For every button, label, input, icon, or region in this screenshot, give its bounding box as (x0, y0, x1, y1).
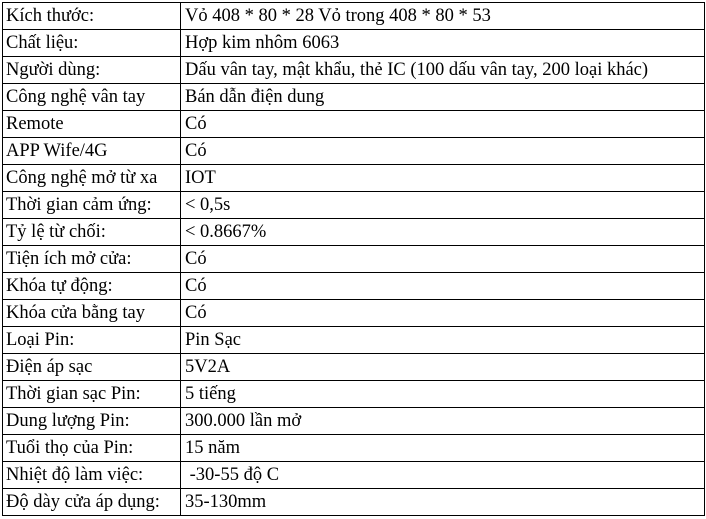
spec-label: Tuổi thọ của Pin: (3, 435, 181, 462)
table-row (3, 408, 705, 435)
table-row (3, 381, 705, 408)
spec-label: Công nghệ vân tay (3, 84, 181, 111)
spec-value: 5 tiếng (181, 381, 705, 408)
spec-value: -30-55 độ C (181, 462, 705, 489)
table-row (3, 165, 705, 192)
spec-label: Thời gian sạc Pin: (3, 381, 181, 408)
table-row (3, 111, 705, 138)
table-row (3, 57, 705, 84)
spec-label: Người dùng: (3, 57, 181, 84)
table-row (3, 435, 705, 462)
spec-label: Kích thước: (3, 3, 181, 30)
specifications-table-body (3, 3, 705, 516)
table-row (3, 30, 705, 57)
spec-label: Độ dày cửa áp dụng: (3, 489, 181, 516)
spec-label: Khóa tự động: (3, 273, 181, 300)
spec-label: Nhiệt độ làm việc: (3, 462, 181, 489)
spec-value: Dấu vân tay, mật khẩu, thẻ IC (100 dấu vân tay, 200 loại khác) (181, 57, 705, 84)
spec-value: Vỏ 408 * 80 * 28 Vỏ trong 408 * 80 * 53 (181, 3, 705, 30)
spec-value: 300.000 lần mở (181, 408, 705, 435)
table-row (3, 327, 705, 354)
table-row (3, 138, 705, 165)
spec-label: APP Wife/4G (3, 138, 181, 165)
spec-label: Dung lượng Pin: (3, 408, 181, 435)
table-row (3, 3, 705, 30)
spec-value: 15 năm (181, 435, 705, 462)
spec-label: Công nghệ mở từ xa (3, 165, 181, 192)
specifications-table (2, 2, 705, 516)
spec-value: Có (181, 273, 705, 300)
spec-value: Có (181, 246, 705, 273)
spec-label: Thời gian cảm ứng: (3, 192, 181, 219)
spec-label: Loại Pin: (3, 327, 181, 354)
table-row (3, 300, 705, 327)
table-row (3, 489, 705, 516)
spec-label: Tỷ lệ từ chối: (3, 219, 181, 246)
spec-label: Tiện ích mở cửa: (3, 246, 181, 273)
spec-value: Hợp kim nhôm 6063 (181, 30, 705, 57)
spec-value: 35-130mm (181, 489, 705, 516)
spec-value: < 0.8667% (181, 219, 705, 246)
table-row (3, 246, 705, 273)
table-row (3, 192, 705, 219)
spec-value: Bán dẫn điện dung (181, 84, 705, 111)
spec-label: Remote (3, 111, 181, 138)
table-row (3, 84, 705, 111)
table-row (3, 219, 705, 246)
spec-label: Khóa cửa bằng tay (3, 300, 181, 327)
spec-value: Có (181, 138, 705, 165)
table-row (3, 462, 705, 489)
table-row (3, 273, 705, 300)
spec-label: Điện áp sạc (3, 354, 181, 381)
spec-value: Pin Sạc (181, 327, 705, 354)
spec-value: < 0,5s (181, 192, 705, 219)
spec-value: 5V2A (181, 354, 705, 381)
spec-value: Có (181, 300, 705, 327)
spec-value: Có (181, 111, 705, 138)
spec-value: IOT (181, 165, 705, 192)
table-row (3, 354, 705, 381)
spec-label: Chất liệu: (3, 30, 181, 57)
